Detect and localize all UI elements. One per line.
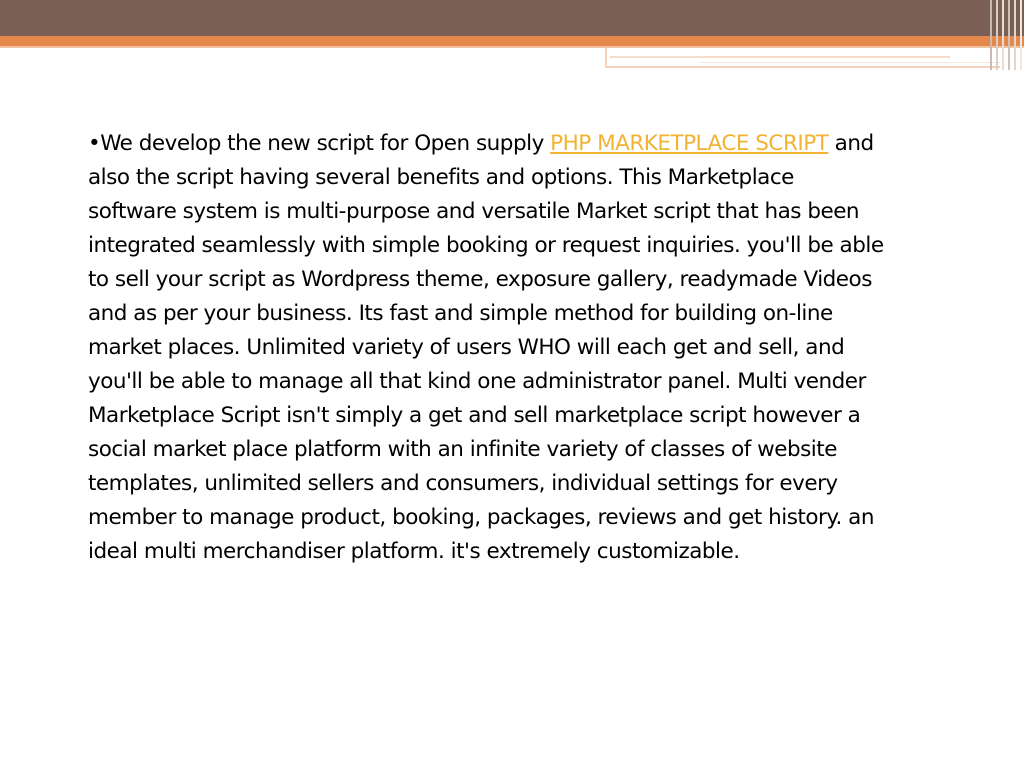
header-band (0, 0, 1024, 36)
decorative-frame (605, 48, 1000, 68)
paragraph-text-rest: and also the script having several benefits and options. This Marketplace software system is multi-purpose and versatile Market script that has been integrated seamlessly with simple booking or request inquiries. you'll be able to sell your script as Wordpress theme, exposure gallery, readymade Videos and as per your business. Its fast and simple method for building on-line market places. Unlimited variety of users WHO will each get and sell, and you'll be able to manage all that kind one administrator panel. Multi vender Marketplace Script isn't simply a get and sell marketplace script however a social market place platform with an infinite variety of classes of website templates, unlimited sellers and consumers, individual settings for every member to manage product, booking, packages, reviews and get history. an ideal multi merchandiser platform. it's extremely customizable. (88, 131, 884, 564)
bullet-paragraph (88, 127, 888, 569)
paragraph-text-start: We develop the new script for Open supply (100, 131, 551, 156)
decorative-stripes (990, 0, 1024, 70)
decorative-line (610, 56, 950, 58)
bullet-glyph: • (88, 131, 101, 156)
header-accent-line (0, 36, 1024, 46)
php-marketplace-script-link[interactable]: PHP MARKETPLACE SCRIPT (550, 131, 829, 156)
slide-body (88, 127, 888, 569)
decorative-line (700, 62, 1000, 63)
